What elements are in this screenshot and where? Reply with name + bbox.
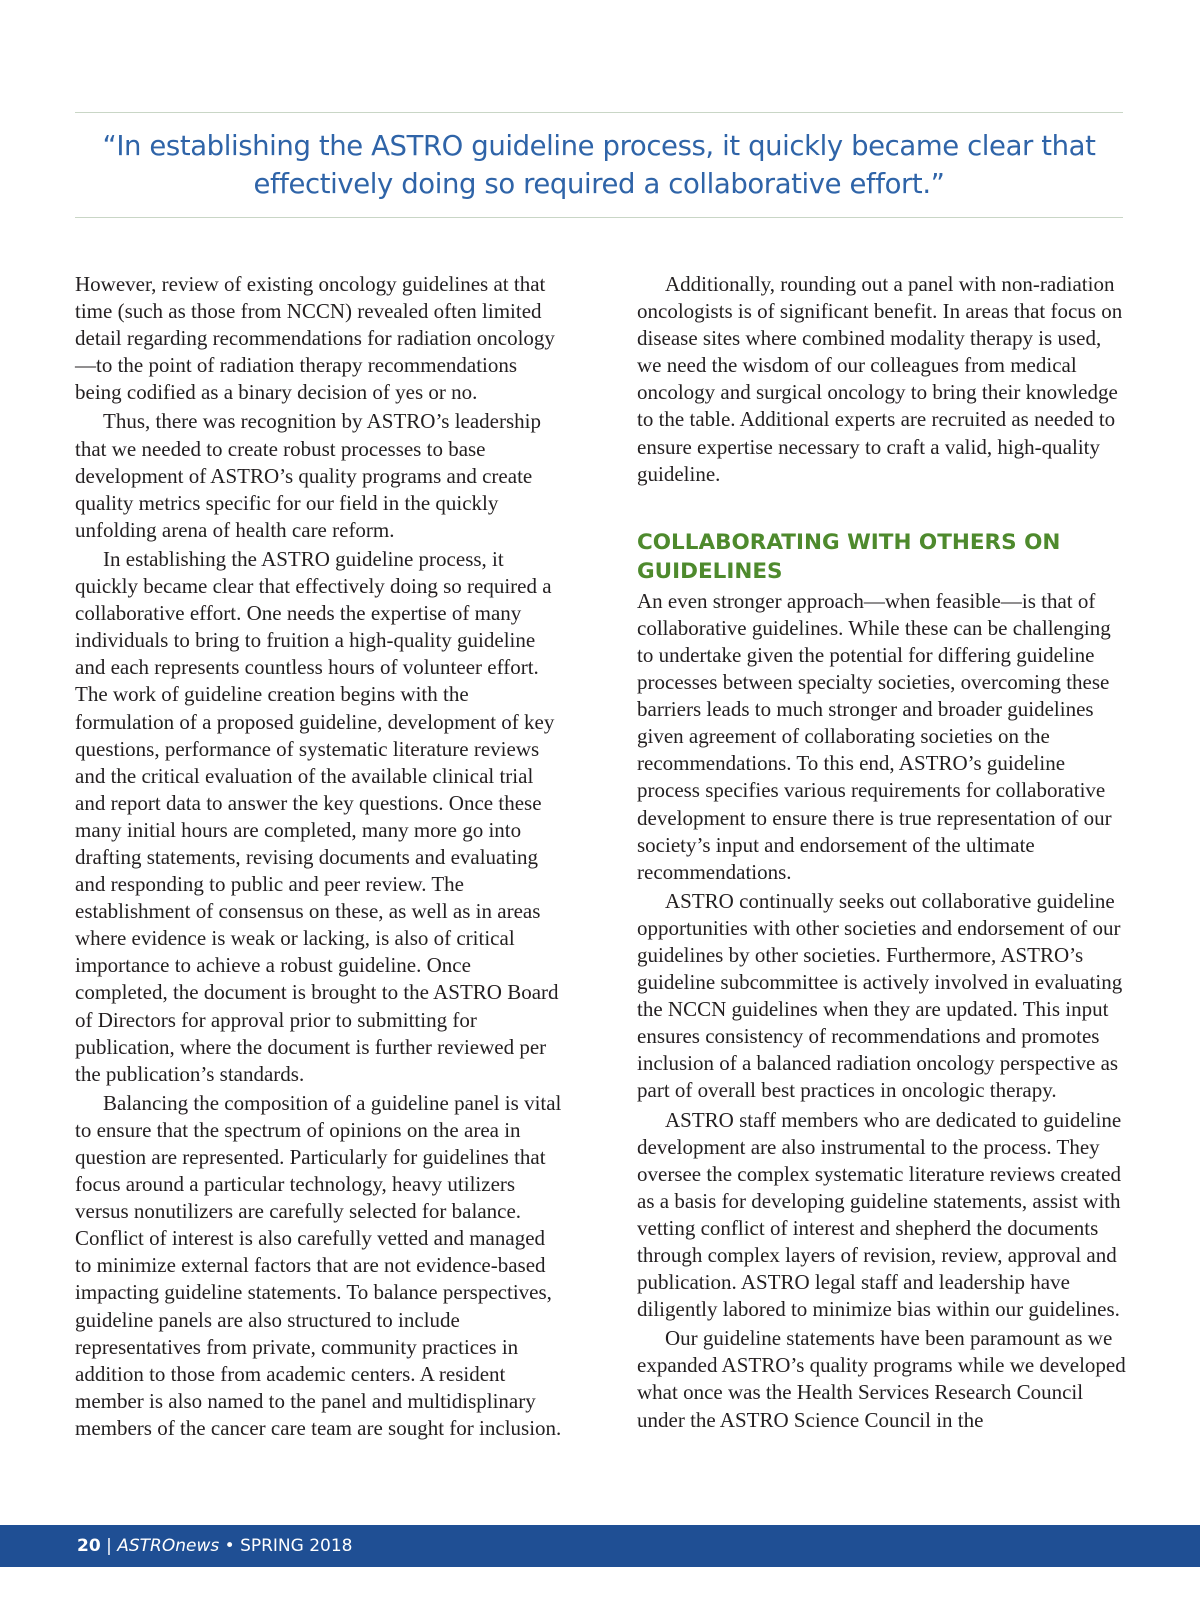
pull-quote-line-2: effectively doing so required a collaborative effort.” xyxy=(253,168,945,200)
pull-quote-text xyxy=(102,127,1095,203)
right-paragraph-3: ASTRO continually seeks out collaborative guideline opportunities with other societies and endorsement of our guidelines by other societies. Furthermore, ASTRO’s guideline subcommittee is actively involved in evaluating the NCCN guidelines when they are updated. This input ensures consistency of recommendations and promotes inclusion of a balanced radiation oncology perspective as part of overall best practices in oncologic therapy. xyxy=(637,888,1123,1103)
left-column xyxy=(75,271,565,1442)
left-paragraph-2: Thus, there was recognition by ASTRO’s leadership that we needed to create robust processes to base development of ASTRO’s quality programs and create quality metrics specific for our field in the quickly unfolding arena of health care reform. xyxy=(75,409,542,542)
section-heading: COLLABORATING WITH OTHERS ON GUIDELINES xyxy=(637,529,1061,584)
page-footer xyxy=(0,1525,1200,1567)
footer-bullet: • xyxy=(224,1536,235,1556)
left-paragraph-4: Balancing the composition of a guideline panel is vital to ensure that the spectrum of opinions on the area in question are represented. Particularly for guidelines that focus around a particular technology, heavy utilizers versus nonutilizers are carefully selected for balance. Conflict of interest is also carefully vetted and managed to minimize external factors that are not evidence-based impacting guideline statements. To balance perspectives, guideline panels are also structured to include representatives from private, community practices in addition to those from academic centers. A resident member is also named to the panel and multidisplinary members of the cancer care team are sought for inclusion. xyxy=(75,1090,562,1440)
page-number: 20 xyxy=(77,1536,101,1556)
right-paragraph-2: An even stronger approach—when feasible—is that of collaborative guidelines. While these can be challenging to undertake given the potential for differing guideline processes between specialty societies, overcoming these barriers leads to much stronger and broader guidelines given agreement of collaborating societies on the recommendations. To this end, ASTRO’s guideline process specifies various requirements for collaborative development to ensure there is true representation of our society’s input and endorsement of the ultimate recommendations. xyxy=(637,588,1112,884)
right-paragraph-5: Our guideline statements have been paramount as we expanded ASTRO’s quality programs while we developed what once was the Health Services Research Council under the ASTRO Science Council in the xyxy=(637,1326,1126,1432)
footer-separator: | xyxy=(106,1536,112,1556)
magazine-name: ASTROnews xyxy=(117,1536,220,1556)
right-paragraph-1: Additionally, rounding out a panel with non-radiation oncologists is of significant benefit. In areas that focus on disease sites where combined modality therapy is used, we need the wisdom of our colleagues from medical oncology and surgical oncology to bring their knowledge to the table. Additional experts are recruited as needed to ensure expertise necessary to craft a valid, high-quality guideline. xyxy=(637,272,1123,486)
pull-quote xyxy=(75,112,1123,218)
left-paragraph-1: However, review of existing oncology guidelines at that time (such as those from NCCN) revealed often limited detail regarding recommendations for radiation oncology—to the point of radiation therapy recommendations being codified as a binary decision of yes or no. xyxy=(75,272,555,405)
right-column xyxy=(637,271,1127,1434)
left-paragraph-3: In establishing the ASTRO guideline process, it quickly became clear that effectively doing so required a collaborative effort. One needs the expertise of many individuals to bring to fruition a high-quality guideline and each represents countless hours of volunteer effort. The work of guideline creation begins with the formulation of a proposed guideline, development of key questions, performance of systematic literature reviews and the critical evaluation of the available clinical trial and report data to answer the key questions. Once these many initial hours are completed, many more go into drafting statements, revising documents and evaluating and responding to public and peer review. The establishment of consensus on these, as well as in areas where evidence is weak or lacking, is also of critical importance to achieve a robust guideline. Once completed, the document is brought to the ASTRO Board of Directors for approval prior to submitting for publication, where the document is further reviewed per the publication’s standards. xyxy=(75,546,559,1086)
right-paragraph-4: ASTRO staff members who are dedicated to guideline development are also instrumental to the process. They oversee the complex systematic literature reviews created as a basis for developing guideline statements, assist with vetting conflict of interest and shepherd the documents through complex layers of revision, review, approval and publication. ASTRO legal staff and leadership have diligently labored to minimize bias within our guidelines. xyxy=(637,1107,1122,1322)
pull-quote-line-1: “In establishing the ASTRO guideline process, it quickly became clear that xyxy=(102,130,1096,162)
issue-label: SPRING 2018 xyxy=(240,1536,353,1556)
